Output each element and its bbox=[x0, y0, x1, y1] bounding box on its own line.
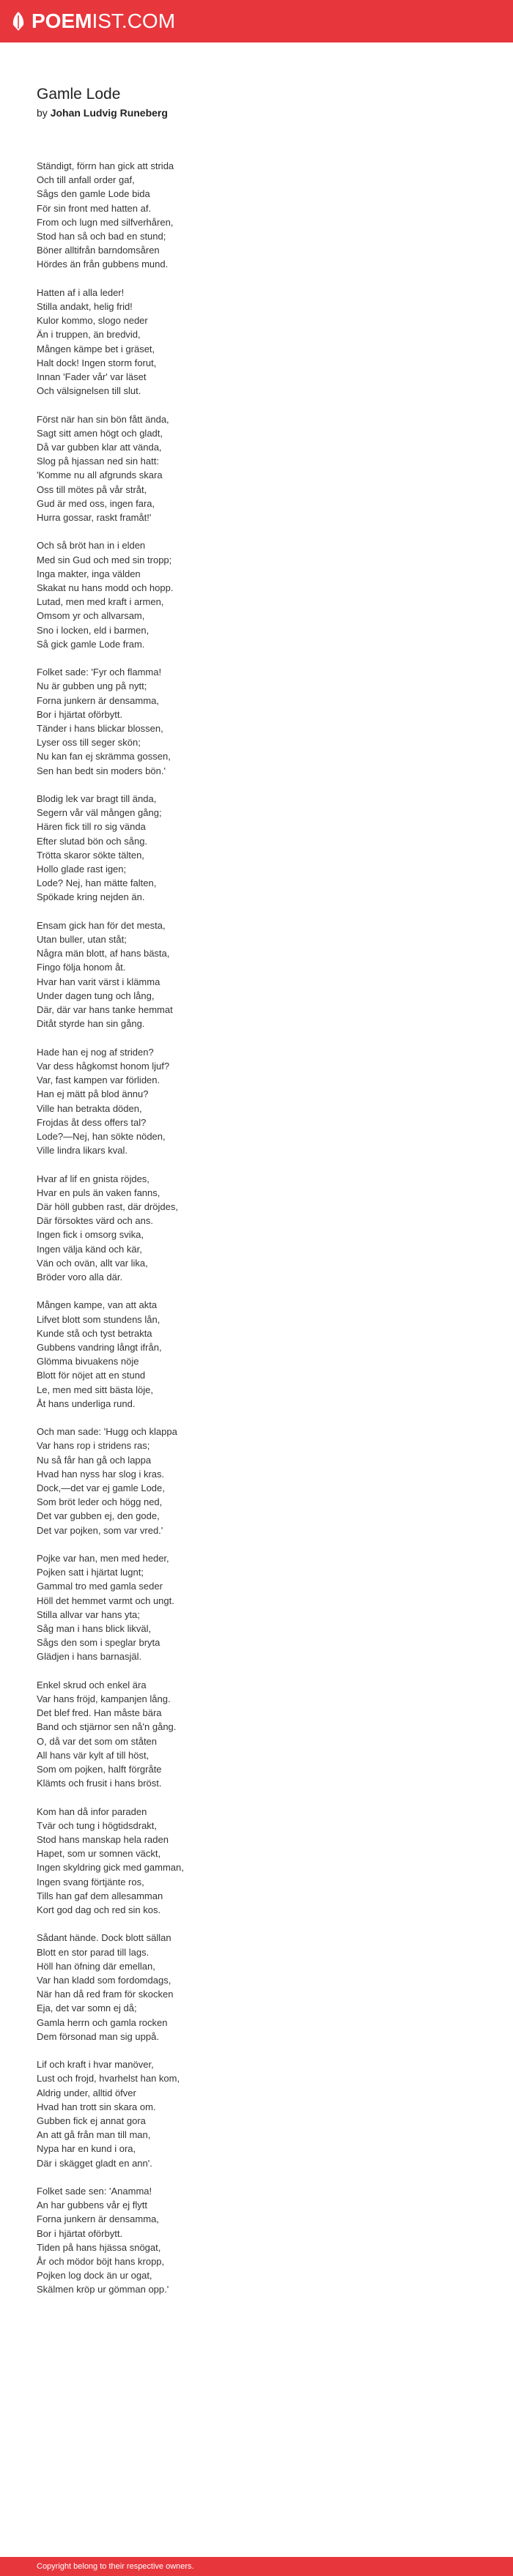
poem-line: Gammal tro med gamla seder bbox=[37, 1581, 163, 1592]
top-header-bar bbox=[0, 0, 513, 42]
poem-line: Aldrig under, alltid öfver bbox=[37, 2087, 136, 2098]
stanza bbox=[37, 1298, 476, 1411]
poem-line: Segern vår väl mången gång; bbox=[37, 807, 162, 819]
poem-line: Var hans rop i stridens ras; bbox=[37, 1440, 150, 1452]
poem-line: Lif och kraft i hvar manöver, bbox=[37, 2059, 154, 2071]
poem-line: År och mödor böjt hans kropp, bbox=[37, 2256, 165, 2268]
poem-line: Tills han gaf dem allesamman bbox=[37, 1890, 163, 1901]
poem-line: Tiden på hans hjässa snögat, bbox=[37, 2241, 161, 2253]
poem-line: Stod han så och bad en stund; bbox=[37, 231, 166, 242]
poem-line: Omsom yr och allvarsam, bbox=[37, 610, 145, 622]
poem-line: Ville lindra likars kval. bbox=[37, 1145, 128, 1157]
poem-line: Sådant hände. Dock blott sällan bbox=[37, 1932, 171, 1944]
poem-line: Lyser oss till seger skön; bbox=[37, 737, 141, 749]
poem-line: Var han kladd som fordomdags, bbox=[37, 1974, 171, 1986]
byline-prefix: by bbox=[37, 107, 48, 119]
poem-line: Hade han ej nog af striden? bbox=[37, 1046, 154, 1058]
poem-line: Bor i hjärtat oförbytt. bbox=[37, 708, 123, 720]
poem-line: Hurra gossar, raskt framåt!' bbox=[37, 512, 152, 524]
poem-line: Ville han betrakta döden, bbox=[37, 1102, 142, 1114]
poem-line: Forna junkern är densamma, bbox=[37, 694, 159, 706]
poem-line: Ingen fick i omsorg svika, bbox=[37, 1229, 144, 1241]
poem-line: Mången kampe, van att akta bbox=[37, 1299, 158, 1311]
poem-line: Fingo följa honom åt. bbox=[37, 962, 126, 973]
poem-line: Han ej mätt på blod ännu? bbox=[37, 1088, 149, 1100]
poem-body bbox=[37, 159, 476, 2311]
quill-pen-icon bbox=[10, 11, 26, 31]
poem-line: Mången kämpe bet i gräset, bbox=[37, 343, 155, 355]
poem-line: Tvär och tung i högtidsdrakt, bbox=[37, 1819, 158, 1831]
poem-line: Efter slutad bön och sång. bbox=[37, 835, 148, 847]
poem-line: Folket sade sen: 'Anamma! bbox=[37, 2186, 152, 2197]
poem-line: Och välsignelsen till slut. bbox=[37, 385, 141, 397]
poem-line: Där försoktes värd och ans. bbox=[37, 1215, 153, 1227]
poem-line: Kom han då infor paraden bbox=[37, 1805, 147, 1817]
poem-line: Skakat nu hans modd och hopp. bbox=[37, 582, 174, 594]
stanza bbox=[37, 412, 476, 525]
poem-line: Var dess hågkomst honom ljuf? bbox=[37, 1060, 170, 1072]
poem-line: Sno i locken, eld i barmen, bbox=[37, 624, 150, 636]
poem-line: Sagt sitt amen högt och gladt, bbox=[37, 427, 163, 439]
poem-line: Lifvet blott som stundens lån, bbox=[37, 1313, 160, 1325]
author-link[interactable]: Johan Ludvig Runeberg bbox=[50, 107, 168, 119]
poem-line: Några män blott, af hans bästa, bbox=[37, 948, 170, 959]
poem-line: Så gick gamle Lode fram. bbox=[37, 638, 145, 650]
poem-line: Hvad han nyss har slog i kras. bbox=[37, 1468, 165, 1480]
poem-line: Gubbens vandring långt ifrån, bbox=[37, 1341, 162, 1353]
poem-line: Blott för nöjet att en stund bbox=[37, 1370, 146, 1381]
poem-line: From och lugn med silfverhåren, bbox=[37, 216, 174, 228]
stanza bbox=[37, 1551, 476, 1664]
stanza bbox=[37, 1172, 476, 1285]
poem-line: Klämts och frusit i hans bröst. bbox=[37, 1778, 162, 1789]
poem-line: Såg man i hans blick likväl, bbox=[37, 1622, 152, 1634]
poem-line: Sen han bedt sin moders bön.' bbox=[37, 765, 166, 776]
stanza bbox=[37, 792, 476, 905]
poem-line: Hördes än från gubbens mund. bbox=[37, 259, 169, 270]
stanza bbox=[37, 1678, 476, 1791]
poem-line: Dock,—det var ej gamle Lode, bbox=[37, 1482, 165, 1493]
poem-line: Böner alltifrån barndomsåren bbox=[37, 245, 160, 256]
poem-line: Skälmen kröp ur gömman opp.' bbox=[37, 2284, 169, 2295]
poem-line: Det blef fred. Han måste bära bbox=[37, 1707, 162, 1719]
poem-line: Hvar af lif en gnista röjdes, bbox=[37, 1173, 150, 1184]
poem-line: All hans vär kylt af till höst, bbox=[37, 1749, 150, 1761]
poem-line: Frojdas åt dess offers tal? bbox=[37, 1116, 147, 1128]
poem-line: Höll han öfning där emellan, bbox=[37, 1960, 155, 1972]
site-logo[interactable] bbox=[10, 9, 175, 34]
poem-line: Pojken log dock än ur ogat, bbox=[37, 2270, 152, 2282]
poem-line: Där höll gubben rast, där dröjdes, bbox=[37, 1200, 178, 1212]
poem-line: Ingen svang förtjänte ros, bbox=[37, 1876, 144, 1888]
poem-line: An att gå från man till man, bbox=[37, 2129, 151, 2141]
poem-line: Hären fick till ro sig vända bbox=[37, 821, 146, 833]
poem-line: O, då var det som om ståten bbox=[37, 1735, 158, 1747]
poem-line: Där, där var hans tanke hemmat bbox=[37, 1004, 173, 1016]
poem-line: Glädjen i hans barnasjäl. bbox=[37, 1651, 142, 1663]
poem-line: Nu kan fan ej skrämma gossen, bbox=[37, 751, 171, 762]
poem-line: Hvad han trott sin skara om. bbox=[37, 2101, 156, 2112]
logo-bold-text: POEM bbox=[32, 10, 92, 32]
poem-line: När han då red fram för skocken bbox=[37, 1989, 174, 2000]
poem-line: Åt hans underliga rund. bbox=[37, 1398, 136, 1409]
poem-line: Hapet, som ur somnen väckt, bbox=[37, 1848, 161, 1860]
stanza bbox=[37, 1425, 476, 1537]
stanza bbox=[37, 2057, 476, 2170]
poem-line: Spökade kring nejden än. bbox=[37, 891, 145, 903]
poem-line: Pojke var han, men med heder, bbox=[37, 1552, 169, 1564]
poem-line: Dem försonad man sig uppå. bbox=[37, 2030, 159, 2042]
poem-line: Var, fast kampen var förliden. bbox=[37, 1074, 160, 1086]
poem-line: Innan 'Fader vår' var läset bbox=[37, 371, 147, 383]
poem-line: Lode? Nej, han mätte falten, bbox=[37, 877, 157, 889]
poem-line: Lode?—Nej, han sökte nöden, bbox=[37, 1130, 166, 1142]
poem-line: Nu är gubben ung på nytt; bbox=[37, 680, 147, 692]
poem-line: Kulor kommo, slogo neder bbox=[37, 315, 148, 327]
footer-copyright: Copyright belong to their respective owners. bbox=[37, 2562, 194, 2571]
poem-line: Gud är med oss, ingen fara, bbox=[37, 497, 155, 509]
poem-line: Med sin Gud och med sin tropp; bbox=[37, 554, 172, 565]
stanza bbox=[37, 1045, 476, 1158]
poem-line: Nypa har en kund i ora, bbox=[37, 2143, 136, 2155]
logo-wordmark bbox=[32, 9, 175, 34]
poem-line: Och man sade: 'Hugg och klappa bbox=[37, 1426, 177, 1438]
poem-line: Hvar han varit värst i klämma bbox=[37, 976, 160, 987]
poem-header bbox=[37, 85, 476, 119]
stanza bbox=[37, 286, 476, 398]
poem-title: Gamle Lode bbox=[37, 86, 121, 103]
poem-line: Trötta skaror sökte tälten, bbox=[37, 849, 144, 861]
poem-line: Inga makter, inga välden bbox=[37, 568, 141, 579]
poem-line: Bröder voro alla där. bbox=[37, 1271, 123, 1283]
poem-line: Enkel skrud och enkel ära bbox=[37, 1679, 147, 1690]
poem-line: Ditåt styrde han sin gång. bbox=[37, 1018, 145, 1030]
poem-line: Som om pojken, halft förgråte bbox=[37, 1763, 162, 1775]
poem-line: Halt dock! Ingen storm forut, bbox=[37, 357, 157, 368]
poem-line: Utan buller, utan ståt; bbox=[37, 934, 127, 946]
poem-line: Folket sade: 'Fyr och flamma! bbox=[37, 667, 162, 678]
poem-line: Var hans fröjd, kampanjen lång. bbox=[37, 1693, 171, 1704]
poem-line: Då var gubben klar att vända, bbox=[37, 442, 162, 453]
poem-line: Eja, det var somn ej då; bbox=[37, 2002, 137, 2014]
poem-line: Höll det hemmet varmt och ungt. bbox=[37, 1595, 174, 1606]
stanza bbox=[37, 159, 476, 272]
poem-line: Hollo glade rast igen; bbox=[37, 864, 127, 875]
poem-line: Nu så får han gå och lappa bbox=[37, 1454, 152, 1466]
poem-line: Det var pojken, som var vred.' bbox=[37, 1524, 163, 1536]
poem-line: Pojken satt i hjärtat lugnt; bbox=[37, 1567, 144, 1578]
poem-line: Kort god dag och red sin kos. bbox=[37, 1904, 161, 1915]
poem-line: Blodig lek var bragt till ända, bbox=[37, 793, 157, 805]
poem-line: Lust och frojd, hvarhelst han kom, bbox=[37, 2073, 180, 2085]
poem-line: Det var gubben ej, den gode, bbox=[37, 1510, 160, 1522]
stanza bbox=[37, 1805, 476, 1918]
poem-line: Le, men med sitt bästa löje, bbox=[37, 1384, 153, 1395]
poem-line: Och till anfall order gaf, bbox=[37, 174, 135, 186]
byline bbox=[37, 106, 476, 119]
poem-line: Sågs den gamle Lode bida bbox=[37, 188, 150, 200]
poem-line: Stilla allvar var hans yta; bbox=[37, 1608, 140, 1620]
poem-line: Blott en stor parad till lags. bbox=[37, 1946, 150, 1958]
poem-line: Hvar en puls än vaken fanns, bbox=[37, 1187, 160, 1198]
poem-line: Stilla andakt, helig frid! bbox=[37, 301, 133, 313]
poem-line: Vän och ovän, allt var lika, bbox=[37, 1257, 148, 1269]
stanza bbox=[37, 2184, 476, 2297]
poem-line: Än i truppen, än bredvid, bbox=[37, 329, 141, 341]
poem-line: Oss till mötes på vår stråt, bbox=[37, 483, 147, 495]
poem-line: Under dagen tung och lång, bbox=[37, 990, 155, 1001]
stanza bbox=[37, 1931, 476, 2044]
footer-bar bbox=[0, 2557, 513, 2576]
logo-light-text: IST.COM bbox=[92, 10, 176, 32]
poem-line: Glömma bivuakens nöje bbox=[37, 1356, 139, 1367]
poem-line: Och så bröt han in i elden bbox=[37, 540, 146, 552]
poem-line: Lutad, men med kraft i armen, bbox=[37, 596, 164, 608]
poem-line: 'Komme nu all afgrunds skara bbox=[37, 469, 163, 481]
poem-line: Ingen välja känd och kär, bbox=[37, 1243, 142, 1255]
poem-line: Band och stjärnor sen nå'n gång. bbox=[37, 1721, 177, 1733]
poem-line: Först när han sin bön fått ända, bbox=[37, 413, 169, 425]
stanza bbox=[37, 538, 476, 651]
poem-line: Gamla herrn och gamla rocken bbox=[37, 2016, 168, 2028]
poem-line: Slog på hjassan ned sin hatt: bbox=[37, 456, 159, 467]
poem-line: Stod hans manskap hela raden bbox=[37, 1833, 169, 1845]
poem-line: An har gubbens vår ej flytt bbox=[37, 2200, 148, 2211]
poem-line: Bor i hjärtat oförbytt. bbox=[37, 2227, 123, 2239]
poem-line: Gubben fick ej annat gora bbox=[37, 2115, 146, 2126]
poem-line: Tänder i hans blickar blossen, bbox=[37, 723, 163, 735]
poem-line: Ständigt, förrn han gick att strida bbox=[37, 160, 174, 171]
poem-line: Forna junkern är densamma, bbox=[37, 2213, 159, 2225]
poem-line: Kunde stå och tyst betrakta bbox=[37, 1327, 152, 1339]
poem-line: Hatten af i alla leder! bbox=[37, 286, 125, 298]
poem-line: Sågs den som i speglar bryta bbox=[37, 1637, 160, 1649]
poem-line: Som bröt leder och högg ned, bbox=[37, 1496, 163, 1508]
stanza bbox=[37, 665, 476, 778]
poem-line: Ensam gick han för det mesta, bbox=[37, 919, 166, 931]
stanza bbox=[37, 918, 476, 1031]
poem-line: Där i skägget gladt en ann'. bbox=[37, 2157, 152, 2169]
poem-line: För sin front med hatten af. bbox=[37, 202, 152, 214]
poem-line: Ingen skyldring gick med gamman, bbox=[37, 1862, 184, 1874]
